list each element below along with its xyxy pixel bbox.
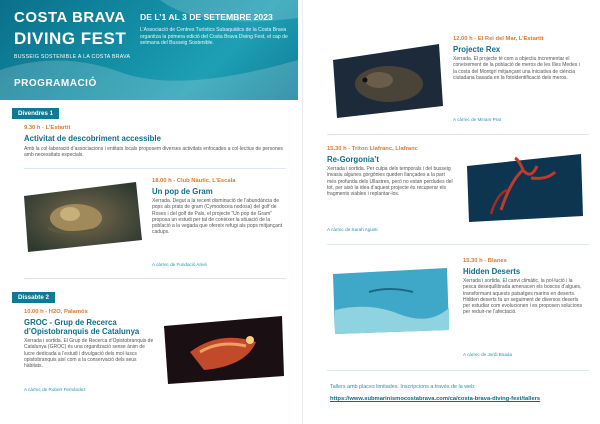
registration-link[interactable]: https://www.submarinismocostabrava.com/ca/costa-brava-diving-fest/tallers	[330, 396, 541, 402]
program-heading: PROGRAMACIÓ	[14, 78, 97, 89]
event-credit: A càrrec de Jordi Boada	[463, 352, 513, 357]
brand-tagline: BUSSEIG SOSTENIBLE A LA COSTA BRAVA	[14, 54, 131, 60]
divider	[24, 278, 286, 279]
event-body: Xerrada i sortida. El Grup de Recerca d’Opistobranquis de Catalunya (GROC) és una organització sense ànim de lucre dedicada a l’estudi i divulgació dels mol·luscs opistobranquis així com a la conservació dels seus hàbitats.	[24, 338, 154, 370]
right-page	[302, 0, 600, 424]
event-date: DE L’1 AL 3 DE SETEMBRE 2023	[140, 12, 273, 22]
grouper-photo	[329, 40, 447, 122]
event-time: 15.30 h - Triton Llafranc, Llafranc	[327, 146, 418, 152]
event-title: Re-Gorgonia’t	[327, 155, 379, 164]
event-title: GROC - Grup de Recerca d’Opistobranquis de Catalunya	[24, 318, 140, 336]
event-credit: A càrrec de Fundació Arivé	[152, 262, 207, 267]
gorgonian-photo	[461, 150, 587, 226]
divider	[327, 370, 589, 371]
event-body: Xerrada. El projecte té com a objectiu incrementar el coneixement de la població de meros de les Illes Medes i la costa del Montgrí mitjançant una iniciativa de ciència ciutadana basada en la fotoidentificació dels meros.	[453, 56, 580, 81]
event-time: 12.00 h - El Rei del Mar, L’Estartit	[453, 36, 544, 42]
day-label-friday: Divendres 1	[12, 108, 59, 119]
event-description: L’Associació de Centres Turístics Subaquàtics de la Costa Brava organitza la primera edició del Costa Brava Diving Fest, el cap de setmana del Busseig Sostenible.	[140, 27, 288, 46]
event-time: 10.00 h - H2O, Palamós	[24, 309, 88, 315]
nudibranch-photo	[160, 312, 288, 388]
brand-line-2: DIVING FEST	[14, 29, 127, 48]
event-body: Xerrada i sortida. El canvi climàtic, la pol·lució i la pesca desequilibrada amenacen els boscos d’algues, transformant aquests paisatges marins en deserts. Hidden deserts fa un seguiment de diversos deserts per estudiar com evolucionen i es proposen solucions per reduir-ne l’afectació.	[463, 278, 582, 316]
event-credit: A càrrec de Miriam Prat	[453, 117, 501, 122]
event-title: Activitat de descobriment accessible	[24, 134, 161, 143]
event-body: Xerrada. Degut a la recent disminució de l’abundància de pops als prats de gram (Cymodocea nodosa) del golf de Roses i del golf de Pals, el projecte “Un pop de Gram” proposa un estudi per tal de conèixer la situació de la població a la vegada que ofereix refugi als pops mitjançant cadups.	[152, 198, 283, 236]
event-title: Hidden Deserts	[463, 267, 521, 276]
event-credit: A càrrec de Robert Fernández	[24, 387, 86, 392]
divider	[24, 168, 286, 169]
event-title: Projecte Rex	[453, 45, 501, 54]
divider	[327, 244, 589, 245]
octopus-photo	[18, 178, 146, 256]
seabed-photo	[329, 262, 453, 338]
event-time: 18.00 h - Club Nàutic, L’Escala	[152, 178, 236, 184]
event-title: Un pop de Gram	[152, 187, 213, 196]
event-body: Amb la col·laboració d’associacions i entitats locals proposem diverses activitats enfocades a col·lectius de persones amb necessitats especials.	[24, 146, 284, 159]
day-label-saturday: Dissabte 2	[12, 292, 55, 303]
header-banner	[0, 0, 298, 100]
left-page	[0, 0, 298, 424]
event-time: 15.30 h - Blanes	[463, 258, 507, 264]
event-time: 9.30 h - L’Estartit	[24, 125, 71, 131]
event-body: Xerrada i sortida. Per culpa dels temporals i del busseig invasiu algunes gorgònies queden llançades a la part més profunda dels Ullastres, però no estan perdudes del tot, per això la idea d’aquest projecte és recuperar els fragments viables i replantar-los.	[327, 166, 453, 198]
divider	[327, 134, 589, 135]
event-credit: A càrrec de Sarah Agusti	[327, 227, 378, 232]
brand-line-1: COSTA BRAVA	[14, 9, 126, 26]
registration-note: Tallers amb places limitades. Inscripcions a través de la web:	[330, 384, 476, 390]
